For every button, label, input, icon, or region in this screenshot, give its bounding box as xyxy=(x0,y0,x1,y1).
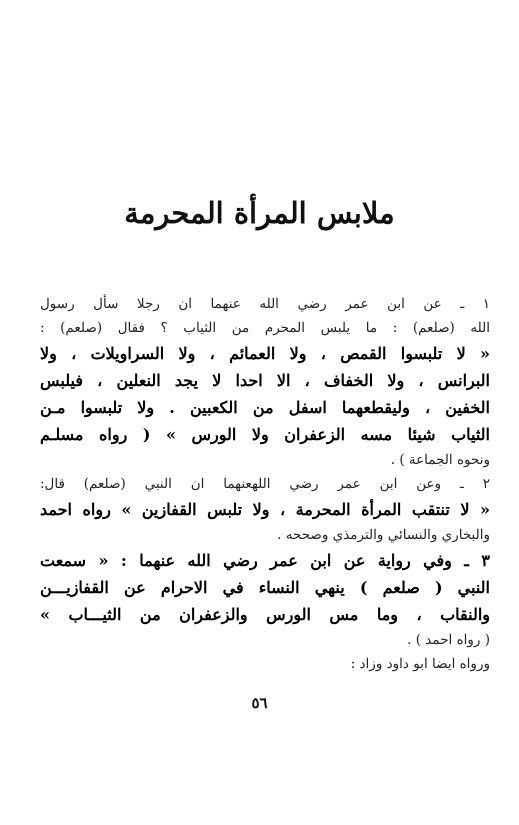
text-line: ورواه ايضا ابو داود وزاد : xyxy=(350,656,490,672)
text-line: ١ ـ عن ابن عمر رضي الله عنهما ان رجلا سأل رسول xyxy=(40,296,490,312)
hadith-line: النبي ( صلعم ) ينهي النساء في الاحرام عن القفازيـــن xyxy=(40,578,490,597)
text-line: ( رواه احمد ) . xyxy=(407,632,490,648)
text-line: ٢ ـ وعن ابن عمر رضي اللهعنهما ان النبي (صلعم) قال: xyxy=(40,476,490,492)
hadith-line: ٣ ـ وفي رواية عن ابن عمر رضي الله عنهما : « سمعت xyxy=(40,551,490,570)
hadith-line: والنقاب ، وما مس الورس والزعفران من الثيـــاب » xyxy=(40,605,490,624)
text-line: الله (صلعم) : ما يلبس المحرم من الثياب ؟ فقال (صلعم) : xyxy=(40,320,490,336)
hadith-line: « لا تنتقب المرأة المحرمة ، ولا تلبس القفازين » رواه احمد xyxy=(40,500,490,519)
hadith-line: الخفين ، وليقطعهما اسفل من الكعبين . ولا تلبسوا مـن xyxy=(40,398,490,417)
text-line: ونحوه الجماعة ) . xyxy=(390,452,490,468)
page-number: ٥٦ xyxy=(251,694,268,712)
text-line: والبخاري والنسائي والترمذي وصححه . xyxy=(277,527,490,543)
hadith-line: الثياب شيئا مسه الزعفران ولا الورس » ( رواه مسلـم xyxy=(40,425,490,444)
hadith-line: « لا تلبسوا القمص ، ولا العمائم ، ولا السراويلات ، ولا xyxy=(40,344,490,363)
hadith-line: البرانس ، ولا الخفاف ، الا احدا لا يجد النعلين ، فيلبس xyxy=(40,371,490,390)
page-title: ملابس المرأة المحرمة xyxy=(124,196,395,230)
body-text xyxy=(40,292,490,676)
